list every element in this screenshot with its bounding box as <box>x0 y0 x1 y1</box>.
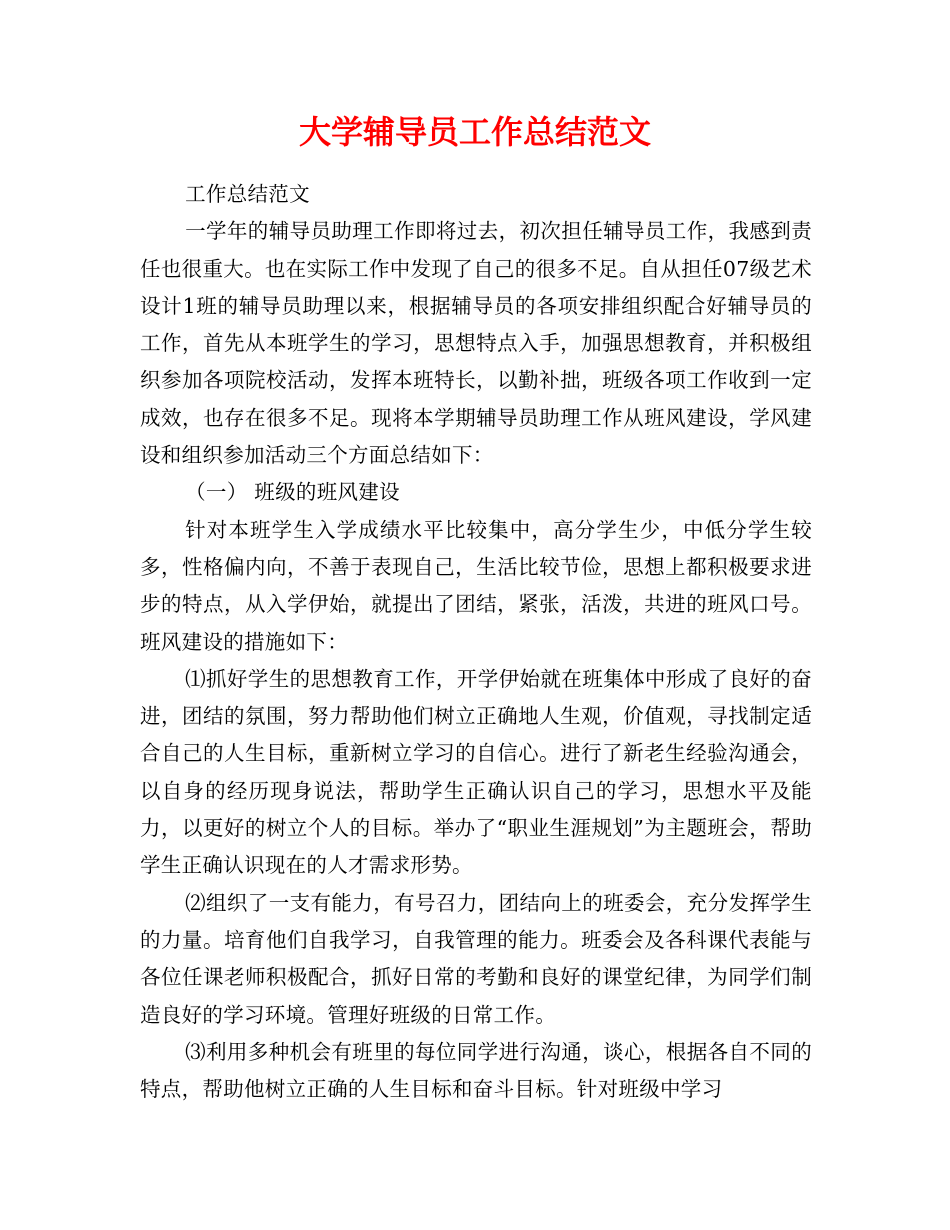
paragraph-measure-3: ⑶利用多种机会有班里的每位同学进行沟通，谈心，根据各自不同的特点，帮助他树立正确的人生目标和奋斗目标。针对班级中学习 <box>140 1039 812 1102</box>
document-title: 大学辅导员工作总结范文 <box>298 113 651 151</box>
paragraph-class-style: 针对本班学生入学成绩水平比较集中，高分学生少，中低分学生较多，性格偏内向，不善于表现自己，生活比较节俭，思想上都积极要求进步的特点，从入学伊始，就提出了团结，紧张，活泼，共进的班风口号。班风建设的措施如下： <box>140 517 812 654</box>
paragraph-subtitle: 工作总结范文 <box>185 182 310 206</box>
paragraph-intro: 一学年的辅导员助理工作即将过去，初次担任辅导员工作，我感到责任也很重大。也在实际工作中发现了自己的很多不足。自从担任07级艺术设计1班的辅导员助理以来，根据辅导员的各项安排组织配合好辅导员的工作，首先从本班学生的学习，思想特点入手，加强思想教育，并积极组织参加各项院校活动，发挥本班特长，以勤补拙，班级各项工作收到一定成效，也存在很多不足。现将本学期辅导员助理工作从班风建设，学风建设和组织参加活动三个方面总结如下： <box>140 219 812 468</box>
paragraph-measure-1: ⑴抓好学生的思想教育工作，开学伊始就在班集体中形成了良好的奋进，团结的氛围，努力帮助他们树立正确地人生观，价值观，寻找制定适合自己的人生目标，重新树立学习的自信心。进行了新老生经验沟通会，以自身的经历现身说法，帮助学生正确认识自己的学习，思想水平及能力，以更好的树立个人的目标。举办了“职业生涯规划”为主题班会，帮助学生正确认识现在的人才需求形势。 <box>140 666 812 878</box>
section-heading-class-style: （一） 班级的班风建设 <box>185 480 400 505</box>
document-body <box>140 176 812 1108</box>
paragraph-measure-2: ⑵组织了一支有能力，有号召力，团结向上的班委会，充分发挥学生的力量。培育他们自我学习，自我管理的能力。班委会及各科课代表能与各位任课老师积极配合，抓好日常的考勤和良好的课堂纪律，为同学们制造良好的学习环境。管理好班级的日常工作。 <box>140 890 812 1027</box>
